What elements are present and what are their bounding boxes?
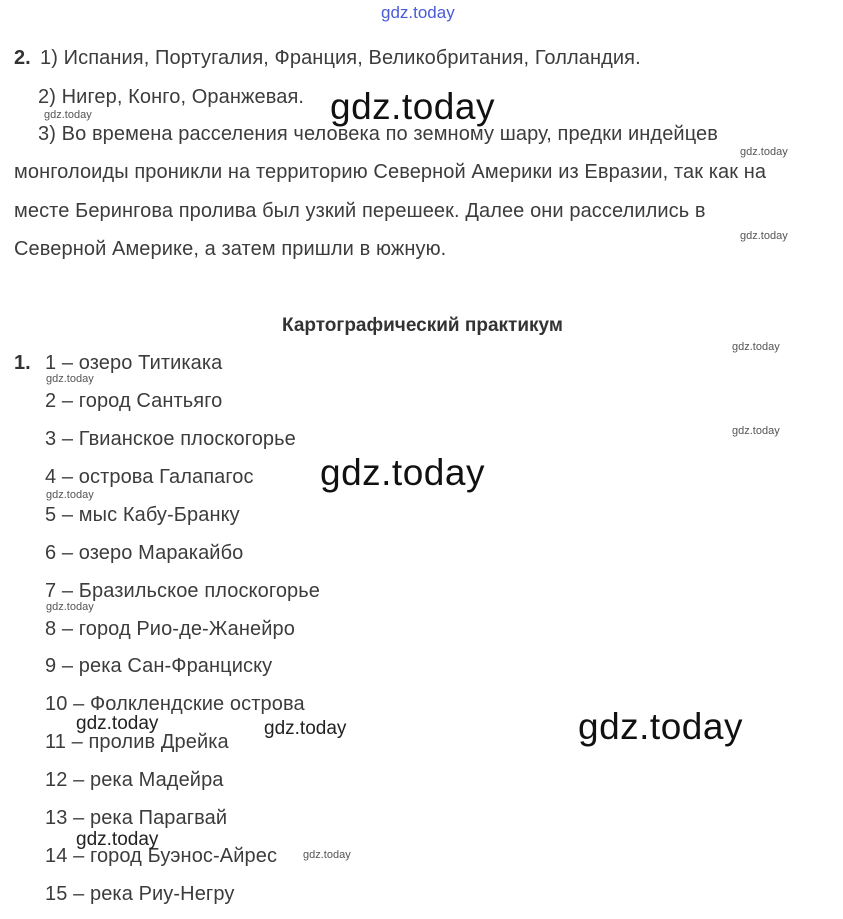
- watermark: gdz.today: [46, 373, 94, 385]
- answer-item-3-line-1: 3) Во времена расселения человека по земному шару, предки индейцев: [38, 123, 718, 145]
- watermark: gdz.today: [740, 146, 788, 158]
- map-item-1: 1 – озеро Титикака: [45, 352, 223, 374]
- map-item-2: 2 – город Сантьяго: [45, 390, 223, 412]
- watermark: gdz.today: [76, 829, 159, 850]
- map-item-13: 13 – река Парагвай: [45, 807, 228, 829]
- map-item-12: 12 – река Мадейра: [45, 769, 224, 791]
- map-item-3: 3 – Гвианское плоскогорье: [45, 428, 296, 450]
- map-item-15: 15 – река Риу-Негру: [45, 883, 235, 905]
- watermark: gdz.today: [303, 849, 351, 861]
- watermark: gdz.today: [46, 601, 94, 613]
- watermark: gdz.today: [732, 341, 780, 353]
- answer-item-3-line-4: Северной Америке, а затем пришли в южную.: [14, 238, 447, 260]
- watermark-large: gdz.today: [330, 86, 495, 127]
- section-heading: Картографический практикум: [282, 315, 563, 336]
- watermark: gdz.today: [44, 109, 92, 121]
- map-item-11: 11 – пролив Дрейка: [45, 731, 229, 753]
- map-item-6: 6 – озеро Маракайбо: [45, 542, 244, 564]
- section-number: 2.: [14, 47, 31, 69]
- map-item-8: 8 – город Рио-де-Жанейро: [45, 618, 295, 640]
- map-item-10: 10 – Фолклендские острова: [45, 693, 305, 715]
- map-item-9: 9 – река Сан-Франциску: [45, 655, 273, 677]
- watermark-large: gdz.today: [578, 706, 743, 747]
- map-item-7: 7 – Бразильское плоскогорье: [45, 580, 321, 602]
- answer-item-2: 2) Нигер, Конго, Оранжевая.: [38, 86, 305, 108]
- watermark: gdz.today: [732, 425, 780, 437]
- map-item-4: 4 – острова Галапагос: [45, 466, 254, 488]
- watermark-large: gdz.today: [320, 452, 485, 493]
- practicum-number: 1.: [14, 352, 31, 374]
- watermark: gdz.today: [264, 718, 347, 739]
- watermark: gdz.today: [76, 713, 159, 734]
- answer-item-1: 1) Испания, Португалия, Франция, Великобритания, Голландия.: [40, 47, 641, 69]
- watermark-top: gdz.today: [381, 3, 455, 22]
- answer-item-3-line-2: монголоиды проникли на территорию Северной Америки из Евразии, так как на: [14, 161, 767, 183]
- answer-item-3-line-3: месте Берингова пролива был узкий перешеек. Далее они расселились в: [14, 200, 706, 222]
- watermark: gdz.today: [740, 230, 788, 242]
- map-item-5: 5 – мыс Кабу-Бранку: [45, 504, 240, 526]
- watermark: gdz.today: [46, 489, 94, 501]
- map-item-14: 14 – город Буэнос-Айрес: [45, 845, 278, 867]
